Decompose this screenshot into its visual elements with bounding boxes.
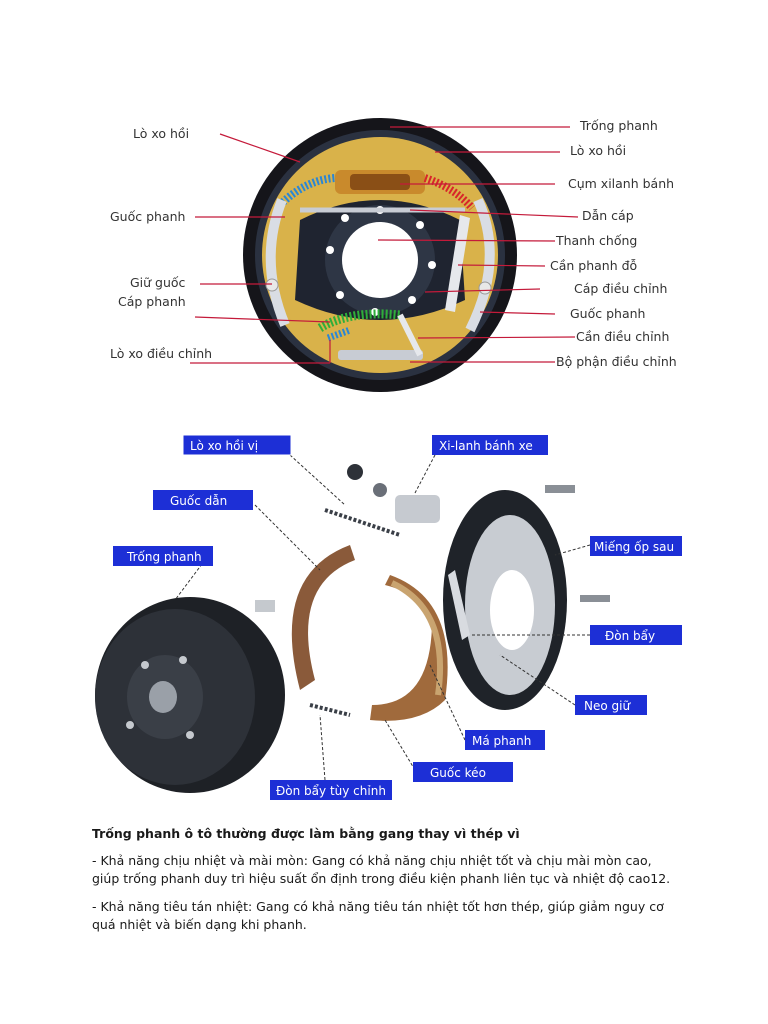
tag-hold-down xyxy=(575,695,647,715)
label-brake-cable: Cáp phanh xyxy=(118,294,186,309)
tag-brake-drum xyxy=(113,546,213,566)
label-brake-drum: Trống phanh xyxy=(580,118,658,133)
tag-trailing-shoe xyxy=(413,762,513,782)
wheel-cylinder-part xyxy=(395,495,440,523)
adjuster-assembly xyxy=(338,350,423,360)
hub-hole xyxy=(342,222,418,298)
svg-text:Guốc dẫn: Guốc dẫn xyxy=(170,494,228,508)
label-adjuster-spring: Lò xo điều chỉnh xyxy=(110,346,213,361)
paragraph-heat-resistance xyxy=(92,852,682,888)
svg-text:Lò xo hồi vị: Lò xo hồi vị xyxy=(190,439,259,453)
tag-lining xyxy=(465,730,545,750)
svg-text:Má phanh: Má phanh xyxy=(472,734,532,748)
tag-leading-shoe xyxy=(153,490,253,510)
label-park-lever: Cần phanh đỗ xyxy=(550,258,638,273)
label-adjuster-unit: Bộ phận điều chỉnh xyxy=(556,354,677,369)
paragraph-heat-dissipation-text: - Khả năng tiêu tán nhiệt: Gang có khả năng tiêu tán nhiệt tốt hơn thép, giúp giảm nguy cơ quá nhiệt và biến dạng khi phanh. xyxy=(92,899,664,932)
label-brake-shoe-right: Guốc phanh xyxy=(570,306,646,321)
label-return-spring-right: Lò xo hồi xyxy=(570,143,627,158)
label-wheel-cylinder: Cụm xilanh bánh xyxy=(568,176,675,191)
svg-text:Đòn bẩy: Đòn bẩy xyxy=(605,629,656,643)
svg-text:Trống phanh: Trống phanh xyxy=(127,550,202,564)
svg-text:Xi-lanh bánh xe: Xi-lanh bánh xe xyxy=(439,439,533,453)
svg-text:Đòn bẩy tùy chỉnh: Đòn bẩy tùy chỉnh xyxy=(276,784,386,798)
section-heading: Trống phanh ô tô thường được làm bằng gang thay vì thép vì xyxy=(92,826,520,841)
label-cable-guide: Dẫn cáp xyxy=(582,208,634,223)
label-strut: Thanh chống xyxy=(556,233,638,248)
paragraph-heat-resistance-text: - Khả năng chịu nhiệt và mài mòn: Gang có khả năng chịu nhiệt tốt và chịu mài mòn cao, giúp trống phanh duy trì hiệu suất ổn định trong điều kiện phanh liên tục và nhiệt độ cao12. xyxy=(92,853,671,886)
tag-lever xyxy=(590,625,682,645)
label-shoe-holder: Giữ guốc xyxy=(130,275,186,290)
svg-text:Guốc kéo: Guốc kéo xyxy=(430,766,486,780)
tag-adjuster-lever xyxy=(270,780,392,800)
label-adjust-cable: Cáp điều chỉnh xyxy=(574,281,668,296)
exploded-brake-view xyxy=(0,425,768,810)
label-return-spring-left: Lò xo hồi xyxy=(133,126,190,141)
tag-return-spring xyxy=(183,435,291,455)
paragraph-heat-dissipation xyxy=(92,898,682,934)
tag-backing-plate xyxy=(590,536,682,556)
label-adjuster-lever: Cần điều chỉnh xyxy=(576,329,670,344)
svg-text:Miếng ốp sau: Miếng ốp sau xyxy=(594,540,675,554)
svg-text:Neo giữ: Neo giữ xyxy=(584,699,631,713)
leading-shoe-part xyxy=(292,545,355,690)
label-brake-shoe-left: Guốc phanh xyxy=(110,209,186,224)
drum-brake-diagram xyxy=(0,100,768,400)
tag-wheel-cylinder xyxy=(432,435,548,455)
